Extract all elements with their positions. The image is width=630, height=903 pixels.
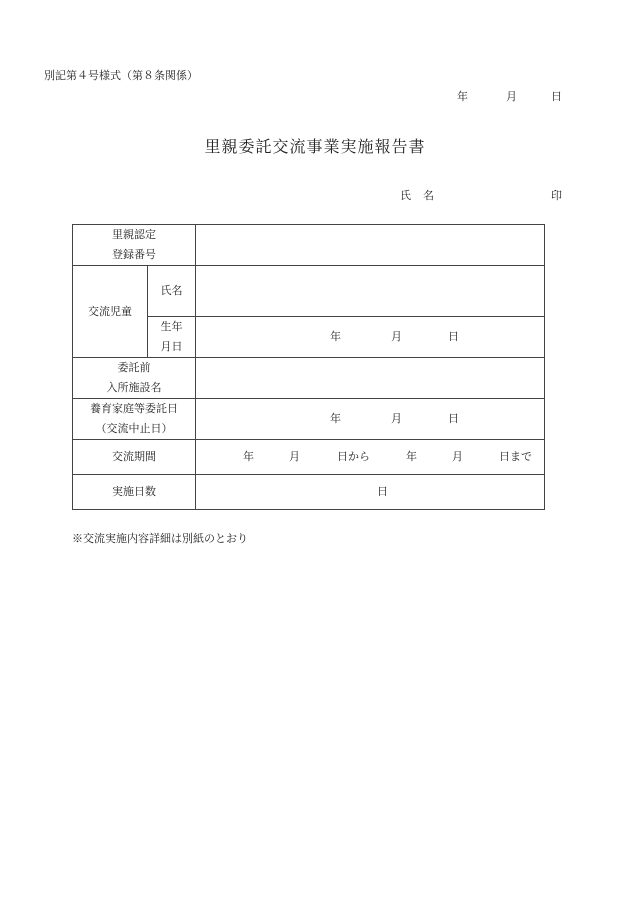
child-name-row bbox=[73, 266, 545, 317]
child-name-field[interactable] bbox=[196, 266, 545, 317]
report-table bbox=[72, 224, 545, 510]
period-start-year-unit: 年 bbox=[243, 450, 254, 463]
foster-registration-field[interactable] bbox=[196, 225, 545, 266]
previous-facility-field[interactable] bbox=[196, 358, 545, 399]
implementation-days-label: 実施日数 bbox=[73, 475, 196, 510]
implementation-days-field[interactable] bbox=[196, 475, 545, 510]
previous-facility-row bbox=[73, 358, 545, 399]
placement-date-row bbox=[73, 399, 545, 440]
period-from-label: 日から bbox=[337, 450, 370, 463]
previous-facility-label: 委託前 入所施設名 bbox=[73, 358, 196, 399]
name-label-1: 氏 bbox=[400, 189, 411, 202]
placement-month-unit: 月 bbox=[391, 412, 402, 425]
footnote: ※交流実施内容詳細は別紙のとおり bbox=[72, 532, 248, 545]
period-end-month-unit: 月 bbox=[452, 450, 463, 463]
seal-mark: 印 bbox=[551, 189, 562, 202]
period-start-month-unit: 月 bbox=[289, 450, 300, 463]
period-to-label: 日まで bbox=[499, 450, 532, 463]
days-unit: 日 bbox=[377, 485, 388, 498]
exchange-period-row bbox=[73, 440, 545, 475]
exchange-period-field[interactable] bbox=[196, 440, 545, 475]
birth-day-unit: 日 bbox=[448, 330, 459, 343]
birth-date-label: 生年 月日 bbox=[148, 317, 196, 358]
document-title: 里親委託交流事業実施報告書 bbox=[204, 137, 426, 156]
period-end-year-unit: 年 bbox=[406, 450, 417, 463]
foster-registration-label: 里親認定 登録番号 bbox=[73, 225, 196, 266]
child-name-label: 氏名 bbox=[148, 266, 196, 317]
name-label-2: 名 bbox=[423, 189, 434, 202]
placement-year-unit: 年 bbox=[330, 412, 341, 425]
exchange-period-label: 交流期間 bbox=[73, 440, 196, 475]
implementation-days-row bbox=[73, 475, 545, 510]
placement-date-field[interactable] bbox=[196, 399, 545, 440]
placement-day-unit: 日 bbox=[448, 412, 459, 425]
date-day-label: 日 bbox=[551, 90, 562, 103]
foster-registration-row bbox=[73, 225, 545, 266]
date-year-label: 年 bbox=[457, 90, 468, 103]
date-month-label: 月 bbox=[506, 90, 517, 103]
birth-year-unit: 年 bbox=[330, 330, 341, 343]
birth-month-unit: 月 bbox=[391, 330, 402, 343]
child-group-label: 交流児童 bbox=[73, 266, 148, 358]
birth-date-field[interactable] bbox=[196, 317, 545, 358]
form-reference: 別記第４号様式（第８条関係） bbox=[44, 69, 198, 82]
placement-date-label: 養育家庭等委託日 （交流中止日） bbox=[73, 399, 196, 440]
